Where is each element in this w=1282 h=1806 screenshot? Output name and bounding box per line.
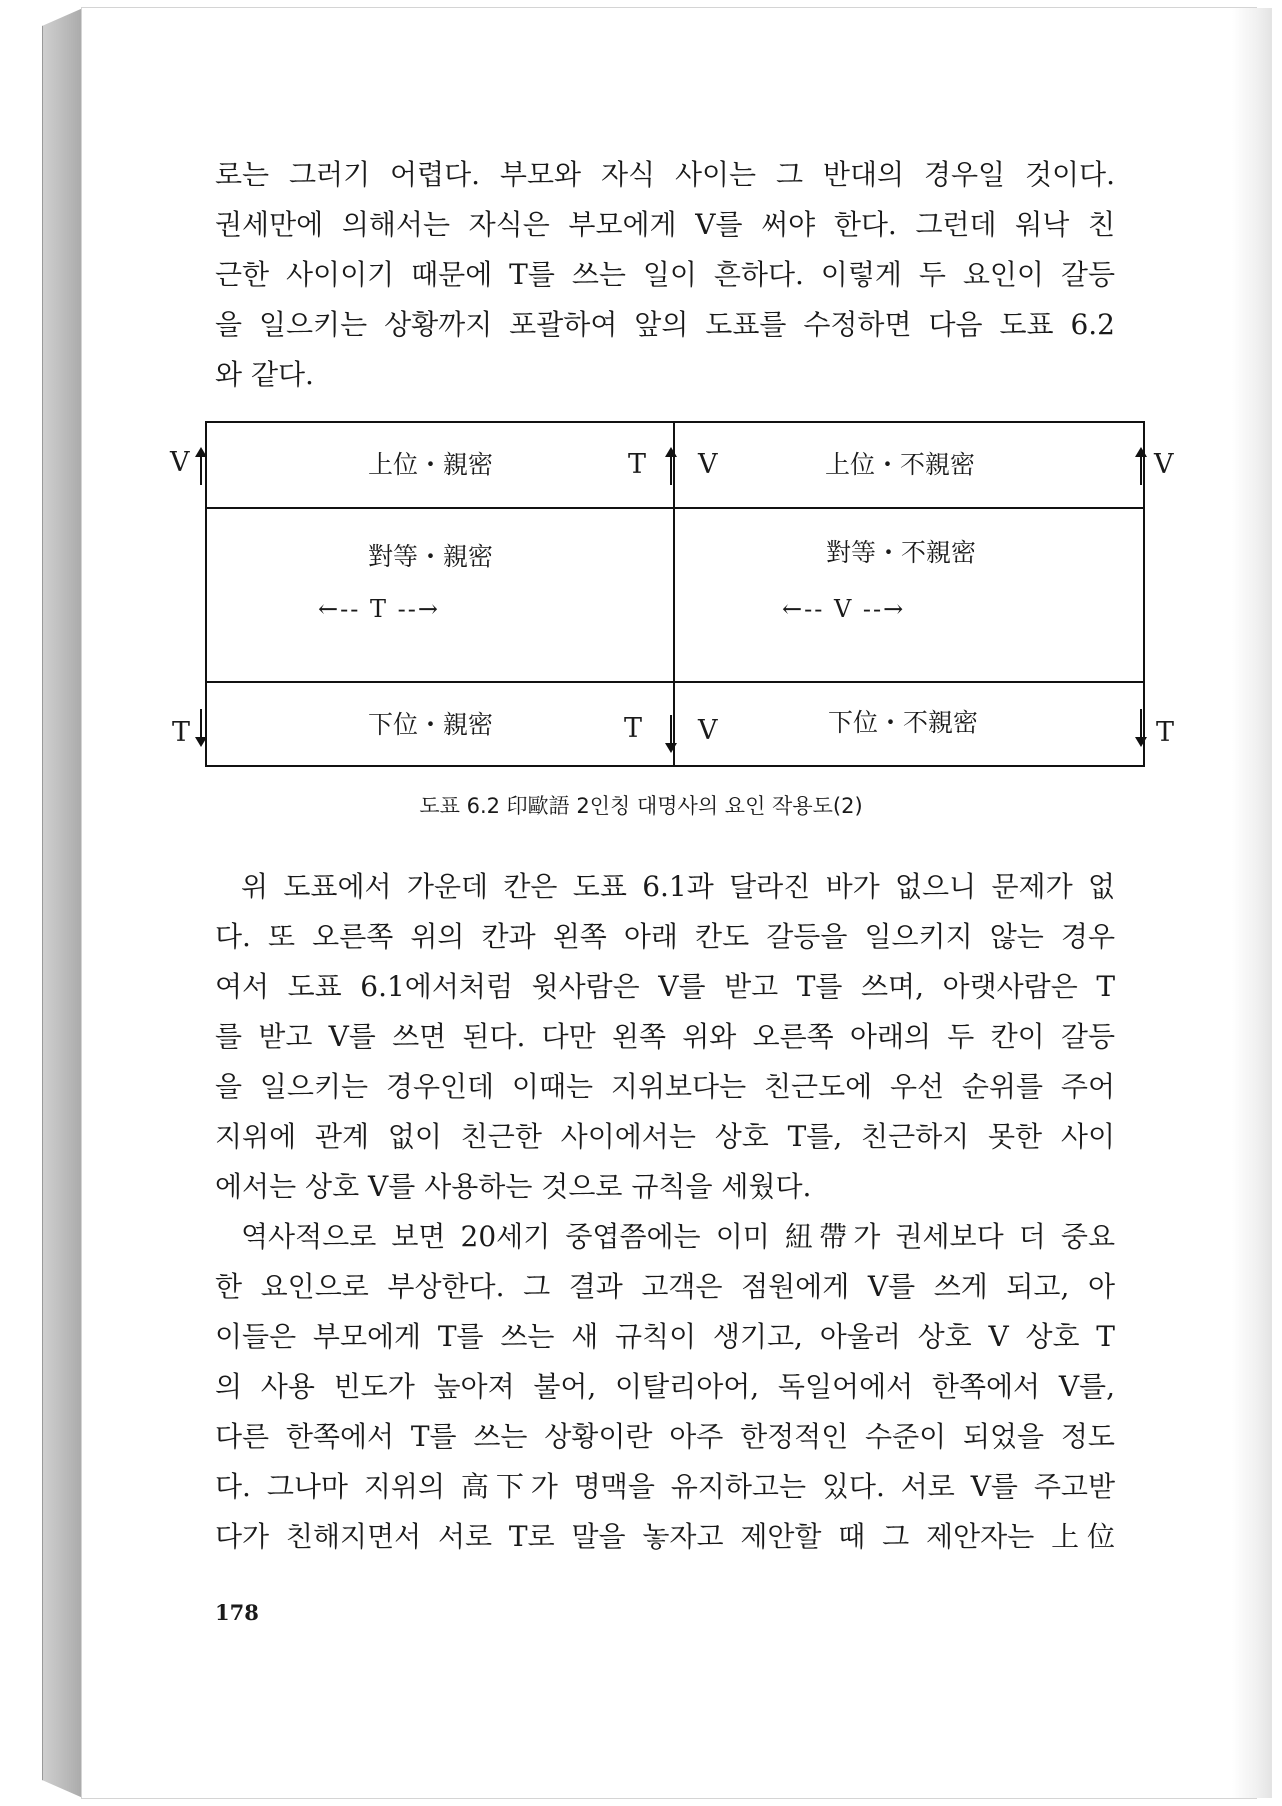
text-line: 지위에 관계 없이 친근한 사이에서는 상호 T를, 친근하지 못한 사이 (215, 1120, 1115, 1153)
center-bottom-left-letter: T (624, 713, 643, 744)
top-paragraph (215, 150, 1115, 400)
diagram-caption: 도표 6.2 印歐語 2인칭 대명사의 요인 작용도(2) (419, 794, 863, 818)
left-up-arrow-icon (200, 453, 202, 485)
outer-left-top-letter: V (170, 447, 190, 478)
text-line: 에서는 상호 V를 사용하는 것으로 규칙을 세웠다. (215, 1170, 812, 1203)
center-bottom-right-letter: V (698, 715, 718, 746)
cell-bottom-right: 下位・不親密 (828, 708, 979, 737)
text-line: 을 일으키는 상황까지 포괄하여 앞의 도표를 수정하면 다음 도표 6.2 (215, 308, 1115, 341)
right-down-arrow-icon (1140, 709, 1142, 741)
right-up-arrow-icon (1140, 453, 1142, 485)
diagram-row-divider-2 (205, 681, 1145, 683)
text-line: 근한 사이이기 때문에 T를 쓰는 일이 흔하다. 이렇게 두 요인이 갈등 (215, 258, 1115, 291)
text-line: 다. 또 오른쪽 위의 칸과 왼쪽 아래 칸도 갈등을 일으키지 않는 경우 (215, 920, 1115, 953)
page-edge-shadow (1232, 8, 1272, 1798)
center-up-arrow-icon (670, 453, 672, 485)
text-line: 의 사용 빈도가 높아져 불어, 이탈리아어, 독일어에서 한쪽에서 V를, (215, 1370, 1115, 1403)
mid-left-arrow: ←-- T --→ (318, 595, 440, 623)
text-line: 이들은 부모에게 T를 쓰는 새 규칙이 생기고, 아울러 상호 V 상호 T (215, 1320, 1115, 1353)
text-line: 권세만에 의해서는 자식은 부모에게 V를 써야 한다. 그런데 워낙 친 (215, 208, 1115, 241)
text-line: 을 일으키는 경우인데 이때는 지위보다는 친근도에 우선 순위를 주어 (215, 1070, 1115, 1103)
center-top-right-letter: V (698, 449, 718, 480)
text-line: 다. 그나마 지위의 高下가 명맥을 유지하고는 있다. 서로 V를 주고받 (215, 1470, 1115, 1503)
diagram-row-divider-1 (205, 507, 1145, 509)
cell-top-right: 上位・不親密 (825, 450, 976, 479)
outer-right-bottom-letter: T (1156, 717, 1175, 748)
cell-mid-left: 對等・親密 (368, 542, 494, 571)
diagram-top-border (205, 421, 1145, 423)
cell-bottom-left: 下位・親密 (368, 710, 494, 739)
text-line: 를 받고 V를 쓰면 된다. 다만 왼쪽 위와 오른쪽 아래의 두 칸이 갈등 (215, 1020, 1115, 1053)
text-line: 위 도표에서 가운데 칸은 도표 6.1과 달라진 바가 없으니 문제가 없 (241, 870, 1115, 903)
cell-top-left: 上位・親密 (368, 450, 494, 479)
text-line: 다가 친해지면서 서로 T로 말을 놓자고 제안할 때 그 제안자는 上位 (215, 1520, 1115, 1553)
diagram-bottom-border (205, 765, 1145, 767)
body-paragraphs (215, 862, 1115, 1562)
text-line: 한 요인으로 부상한다. 그 결과 고객은 점원에게 V를 쓰게 되고, 아 (215, 1270, 1115, 1303)
text-line: 로는 그러기 어렵다. 부모와 자식 사이는 그 반대의 경우일 것이다. (215, 158, 1115, 191)
cell-mid-right: 對等・不親密 (826, 538, 977, 567)
outer-right-top-letter: V (1154, 449, 1174, 480)
diagram-left-border (205, 421, 207, 767)
center-down-arrow-icon (670, 715, 672, 747)
diagram-center-divider (673, 421, 675, 767)
page-number: 178 (215, 1600, 259, 1625)
text-line: 와 같다. (215, 358, 314, 391)
text-line: 역사적으로 보면 20세기 중엽쯤에는 이미 紐帶가 권세보다 더 중요 (241, 1220, 1115, 1253)
outer-left-bottom-letter: T (172, 717, 191, 748)
pronoun-factor-diagram (150, 415, 1175, 775)
center-top-left-letter: T (628, 449, 647, 480)
book-spine (42, 8, 83, 1798)
text-line: 여서 도표 6.1에서처럼 윗사람은 V를 받고 T를 쓰며, 아랫사람은 T (215, 970, 1115, 1003)
diagram-right-border (1143, 421, 1145, 767)
left-down-arrow-icon (200, 709, 202, 741)
text-line: 다른 한쪽에서 T를 쓰는 상황이란 아주 한정적인 수준이 되었을 정도 (215, 1420, 1115, 1453)
mid-right-arrow: ←-- V --→ (782, 595, 906, 623)
